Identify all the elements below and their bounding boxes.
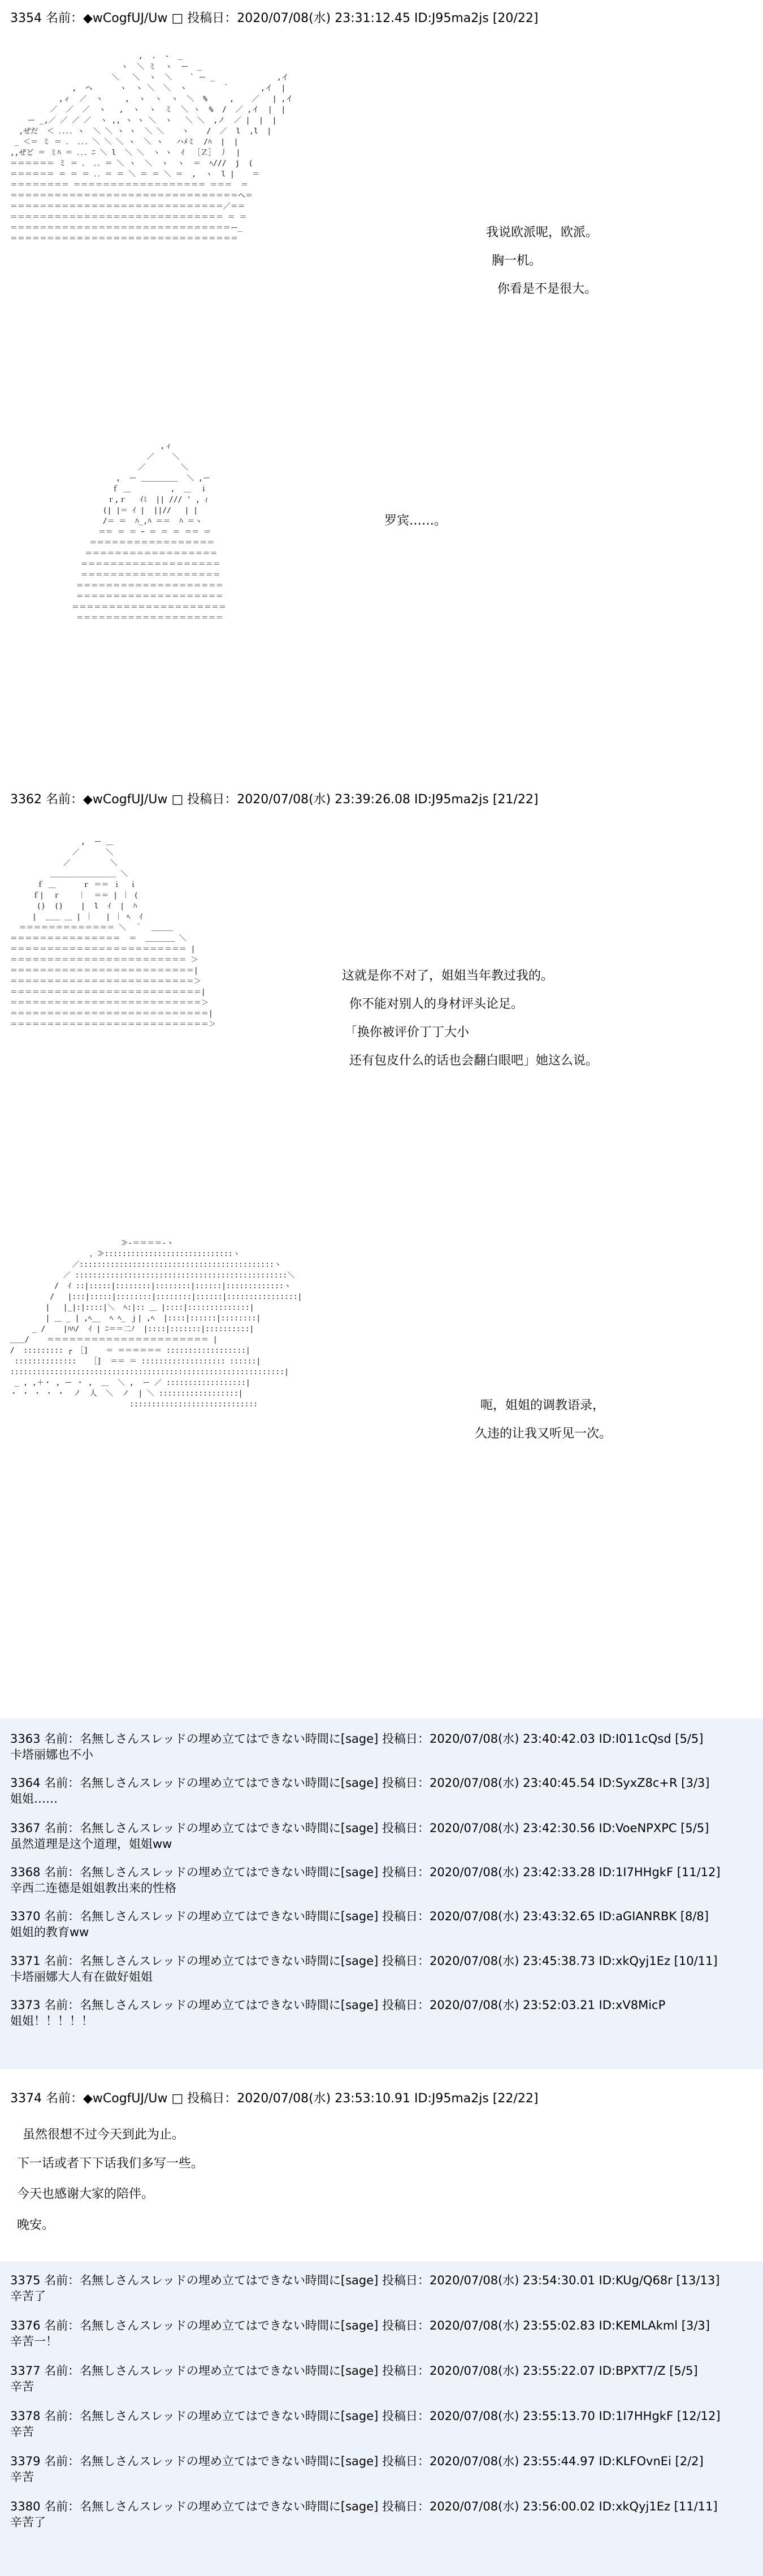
- reply-body: 辛苦一！: [10, 2335, 58, 2348]
- reply-post: [10, 2272, 756, 2304]
- dialogue-line: 这就是你不对了，姐姐当年教过我的。: [342, 969, 554, 983]
- dialogue-line: 还有包皮什么的话也会翻白眼吧」她这么说。: [349, 1054, 599, 1068]
- reply-post: [10, 1864, 756, 1896]
- dialogue-line: 今天也感谢大家的陪伴。: [17, 2187, 154, 2201]
- dialogue-line: 我说欧派呢，欧派。: [486, 226, 599, 240]
- reply-header: 3373 名前：名無しさんスレッドの埋め立てはできない時間に[sage] 投稿日：2020/07/08(水) 23:52:03.21 ID:xV8MicP: [10, 1998, 666, 2012]
- dialogue-line: 呃，姐姐的调教语录，: [480, 1399, 605, 1413]
- dialogue-line: 「换你被评价丁丁大小: [345, 1025, 470, 1040]
- reply-header: 3379 名前：名無しさんスレッドの埋め立てはできない時間に[sage] 投稿日：2020/07/08(水) 23:55:44.97 ID:KLFOvnEi [2/2]: [10, 2454, 704, 2468]
- reply-post: [10, 2318, 756, 2349]
- reply-body: 辛西二连德是姐姐教出来的性格: [10, 1881, 176, 1895]
- reply-body: 辛苦: [10, 2425, 34, 2439]
- reply-post: [10, 1820, 756, 1852]
- reply-body: 姐姐！！！！！: [10, 2014, 93, 2028]
- ascii-art: , ー ＿ ／ ＼ ／ ＼ ＿＿＿＿＿＿＿＿＿ ＼ ｆ ＿ ｒ ＝＝ ｉ ｉ ｆ| ｒ ｜ ＝＝ | ｜ ( () () | l ｲ | ﾊ | ＿＿ ＿ | ｜ | ｜ ﾍ ｲ ＝＝＝＝＝＝＝＝＝＝＝＝＝ ＼ ｀ ＿＿＿ ＝＝＝＝＝＝＝＝＝＝＝＝＝＝＝ ＝ ＿＿＿＿ ＼ ＝＝＝＝＝＝＝＝＝＝＝＝＝＝＝＝＝＝＝＝＝＝＝＝ | ＝＝＝＝＝＝＝＝＝＝＝＝＝＝＝＝＝＝＝＝＝＝＝＝ ＞ ＝＝＝＝＝＝＝＝＝＝＝＝＝＝＝＝＝＝＝＝＝＝＝＝＝| ＝＝＝＝＝＝＝＝＝＝＝＝＝＝＝＝＝＝＝＝＝＝＝＝＝＞ ＝＝＝＝＝＝＝＝＝＝＝＝＝＝＝＝＝＝＝＝＝＝＝＝＝＝| ＝＝＝＝＝＝＝＝＝＝＝＝＝＝＝＝＝＝＝＝＝＝＝＝＝＝＞ ＝＝＝＝＝＝＝＝＝＝＝＝＝＝＝＝＝＝＝＝＝＝＝＝＝＝＝| ＝＝＝＝＝＝＝＝＝＝＝＝＝＝＝＝＝＝＝＝＝＝＝＝＝＝＝＞: [10, 838, 216, 1029]
- reply-header: 3378 名前：名無しさんスレッドの埋め立てはできない時間に[sage] 投稿日：2020/07/08(水) 23:55:13.70 ID:1I7HHgkF [12/12]: [10, 2409, 721, 2423]
- ascii-art: , . - _ ヽ ＼ ミ ヽ ー _ ＼ ＼ ヽ ＼ ` ー _ ,イ , ヘ ヽ ヽ ＼ ＼ ヽ ｀ ,イ | ,ィ ／ ヽ , ヽ ヽ ヽ ＼ % , ／ | ,イ ／ ／ ／ ヽ , ヽ ヽ ミ ＼ ヽ % / ／ ,イ | | ー _,／ ／ ／ ／ ヽ ,, ヽ ヽ ＼ ヽ ＼ ＼ ,ノ ／ | | | ,ぜだ ＜ ．．．．ヽ ＼ ＼ ヽ ヽ ＼ ＼ ヽ / ／ l ,l | _ ＜＝ ミ ＝ ． ．．．＼ ＼ ＼ ヽ ＼ ヽ ハﾒミ /ﾊ | | ,,ぜど ＝ ミﾊ ＝ ．．．ﾆ ＼ l ＼ ＼ ヽ ヽ ｲ ［Ｚ］ 丿 | ＝＝＝＝＝＝ ミ ＝ ． ．．＝ ＼ ヽ ＼ ヽ ヽ ＝ ﾍ/// j ( ＝＝＝＝＝＝ ＝ ＝ ＝ ．．＝ ＝ ＼ ＝ ＝ ＼ ＝ , ヽ l | ＝ ＝＝＝＝＝＝＝＝ ＝＝＝＝＝＝＝＝＝＝＝＝＝＝＝＝＝＝ ＝＝＝ ＝ ＝＝＝＝＝＝＝＝＝＝＝＝＝＝＝＝＝＝＝＝＝＝＝＝＝＝＝＝＝＝＝ヘ＝ ＝＝＝＝＝＝＝＝＝＝＝＝＝＝＝＝＝＝＝＝＝＝＝＝＝＝＝＝＝／＝＝ ＝＝＝＝＝＝＝＝＝＝＝＝＝＝＝＝＝＝＝＝＝＝＝＝＝＝＝＝＝ ＝ ＝ ＝＝＝＝＝＝＝＝＝＝＝＝＝＝＝＝＝＝＝＝＝＝＝＝＝＝＝＝＝＝ー_ ＝＝＝＝＝＝＝＝＝＝＝＝＝＝＝＝＝＝＝＝＝＝＝＝＝＝＝＝＝＝＝: [10, 52, 293, 243]
- dialogue-line: 晚安。: [17, 2218, 55, 2232]
- reply-post: [10, 2408, 756, 2440]
- ascii-art: ≫-＝＝＝＝-ヽ ，≫:::::::::::::::::::::::::::::ヽ ／::::::::::::::::::::::::::::::::::::::::::::ヽ ／ ::::::::::::::::::::::::::::::::::::::::::::::::＼ / ｲ ::|:::::|::::::::|::::::::|::::::|:::::::::::::ヽ / |:::|:::::|::::::::|::::::::|::::::|::::::::::::::::| | |_|:|::::|＼ ﾍ:|:: ＿ |::::|::::::::::::::| | ＿ _ | ,ﾍ__ ﾍ ﾍ_ ｊ| ,ﾍ |::::|::::::|::::::::| _ / |ﾊﾊ/ ｲ | ﾆ＝＝二ﾉ |::::|:::::::|::::::::::| ＿＿/ ＝＝＝＝＝＝＝＝＝＝＝＝＝＝＝＝＝＝＝＝＝＝ | / ::::::::: ┌ ［] ＝ ＝＝＝＝＝＝ ::::::::::::::::::| :::::::::::::: ［] ＝＝ ＝ ::::::::::::::::::: ::::::| ::::::::::::::::::::::::::::::::::::::::::::::::::::::::::::::| _ , ,＋・ , ー ・ , ＿ ＼ , ー ／ ::::::::::::::::::| ・ ・ ・ ・ ・ ノ 人 ＼ ノ | ＼ ::::::::::::::::::| :::::::::::::::::::::::::::::: [10, 1239, 302, 1409]
- reply-header: 3370 名前：名無しさんスレッドの埋め立てはできない時間に[sage] 投稿日：2020/07/08(水) 23:43:32.65 ID:aGIANRBK [8/8]: [10, 1910, 709, 1923]
- reply-post: [10, 1908, 756, 1940]
- reply-body: 辛苦: [10, 2470, 34, 2484]
- ascii-art: ,ィ ／ ＼ ／ ＼ , ー ＿＿＿＿＿ ＼ ,ー ｆ ＿ , ＿ ｉ ｒ,ｒ ｲﾐ || /// ' , ｨ (| |＝ ｲ | ||// | | /＝ ＝ ﾊ_,ﾊ ＝＝ ﾊ ＝ヽ ＝＝ ＝ ＝ ｰ ＝ ＝ ＝ ＝＝ ＝ ＝＝＝＝＝＝＝＝＝＝＝＝＝＝＝＝＝ ＝＝＝＝＝＝＝＝＝＝＝＝＝＝＝＝＝＝ ＝＝＝＝＝＝＝＝＝＝＝＝＝＝＝＝＝＝＝ ＝＝＝＝＝＝＝＝＝＝＝＝＝＝＝＝＝＝＝ ＝＝＝＝＝＝＝＝＝＝＝＝＝＝＝＝＝＝＝＝ ＝＝＝＝＝＝＝＝＝＝＝＝＝＝＝＝＝＝＝＝ ＝＝＝＝＝＝＝＝＝＝＝＝＝＝＝＝＝＝＝＝＝ ＝＝＝＝＝＝＝＝＝＝＝＝＝＝＝＝＝＝＝＝: [71, 442, 226, 622]
- reply-body: 卡塔丽娜也不小: [10, 1748, 93, 1761]
- reply-header: 3368 名前：名無しさんスレッドの埋め立てはできない時間に[sage] 投稿日：2020/07/08(水) 23:42:33.28 ID:1I7HHgkF [11/12]: [10, 1865, 721, 1879]
- reply-body: 虽然道理是这个道理，姐姐ww: [10, 1837, 172, 1851]
- reply-post: [10, 2499, 756, 2530]
- dialogue-line: 罗宾……。: [384, 514, 447, 528]
- dialogue-line: 久违的让我又听见一次。: [475, 1427, 612, 1441]
- reply-header: 3375 名前：名無しさんスレッドの埋め立てはできない時間に[sage] 投稿日：2020/07/08(水) 23:54:30.01 ID:KUg/Q68r [13/13]: [10, 2274, 720, 2287]
- reply-body: 姐姐的教育ww: [10, 1925, 89, 1939]
- reply-header: 3364 名前：名無しさんスレッドの埋め立てはできない時間に[sage] 投稿日：2020/07/08(水) 23:40:45.54 ID:SyxZ8c+R [3/3]: [10, 1776, 710, 1790]
- reply-header: 3376 名前：名無しさんスレッドの埋め立てはできない時間に[sage] 投稿日：2020/07/08(水) 23:55:02.83 ID:KEMLAkml [3/3]: [10, 2319, 710, 2332]
- reply-body: 辛苦了: [10, 2516, 46, 2529]
- dialogue-line: 你不能对别人的身材评头论足。: [349, 997, 524, 1011]
- dialogue-line: 下一话或者下下话我们多写一些。: [17, 2157, 204, 2171]
- reply-body: 姐姐……: [10, 1792, 58, 1806]
- reply-header: 3367 名前：名無しさんスレッドの埋め立てはできない時間に[sage] 投稿日：2020/07/08(水) 23:42:30.56 ID:VoeNPXPC [5/5]: [10, 1821, 709, 1835]
- reply-header: 3363 名前：名無しさんスレッドの埋め立てはできない時間に[sage] 投稿日：2020/07/08(水) 23:40:42.03 ID:I011cQsd [5/5]: [10, 1732, 704, 1746]
- post-3362: [0, 786, 763, 1713]
- reply-block: [0, 2261, 763, 2576]
- reply-post: [10, 1997, 756, 2029]
- reply-post: [10, 1731, 756, 1763]
- reply-header: 3371 名前：名無しさんスレッドの埋め立てはできない時間に[sage] 投稿日：2020/07/08(水) 23:45:38.73 ID:xkQyj1Ez [10/11]: [10, 1954, 718, 1968]
- reply-body: 卡塔丽娜大人有在做好姐姐: [10, 1970, 153, 1984]
- post-3374: [0, 2080, 763, 2261]
- reply-body: 辛苦: [10, 2380, 34, 2393]
- reply-post: [10, 2453, 756, 2485]
- dialogue-line: 你看是不是很大。: [497, 282, 597, 296]
- reply-header: 3377 名前：名無しさんスレッドの埋め立てはできない時間に[sage] 投稿日：2020/07/08(水) 23:55:22.07 ID:BPXT7/Z [5/5]: [10, 2364, 698, 2378]
- dialogue-line: 胸一机。: [492, 254, 542, 268]
- reply-post: [10, 1953, 756, 1985]
- post-3354: [0, 0, 763, 803]
- post-header: 3362 名前：◆wCogfUJ/Uw □ 投稿日：2020/07/08(水) 23:39:26.08 ID:J95ma2js [21/22]: [10, 793, 539, 807]
- reply-post: [10, 1775, 756, 1807]
- post-header: 3354 名前：◆wCogfUJ/Uw □ 投稿日：2020/07/08(水) 23:31:12.45 ID:J95ma2js [20/22]: [10, 11, 539, 25]
- reply-post: [10, 2363, 756, 2395]
- reply-header: 3380 名前：名無しさんスレッドの埋め立てはできない時間に[sage] 投稿日：2020/07/08(水) 23:56:00.02 ID:xkQyj1Ez [11/11]: [10, 2500, 718, 2513]
- dialogue-line: 虽然很想不过今天到此为止。: [23, 2128, 185, 2142]
- reply-body: 辛苦了: [10, 2289, 46, 2303]
- post-header: 3374 名前：◆wCogfUJ/Uw □ 投稿日：2020/07/08(水) 23:53:10.91 ID:J95ma2js [22/22]: [10, 2092, 539, 2106]
- reply-block: [0, 1718, 763, 2069]
